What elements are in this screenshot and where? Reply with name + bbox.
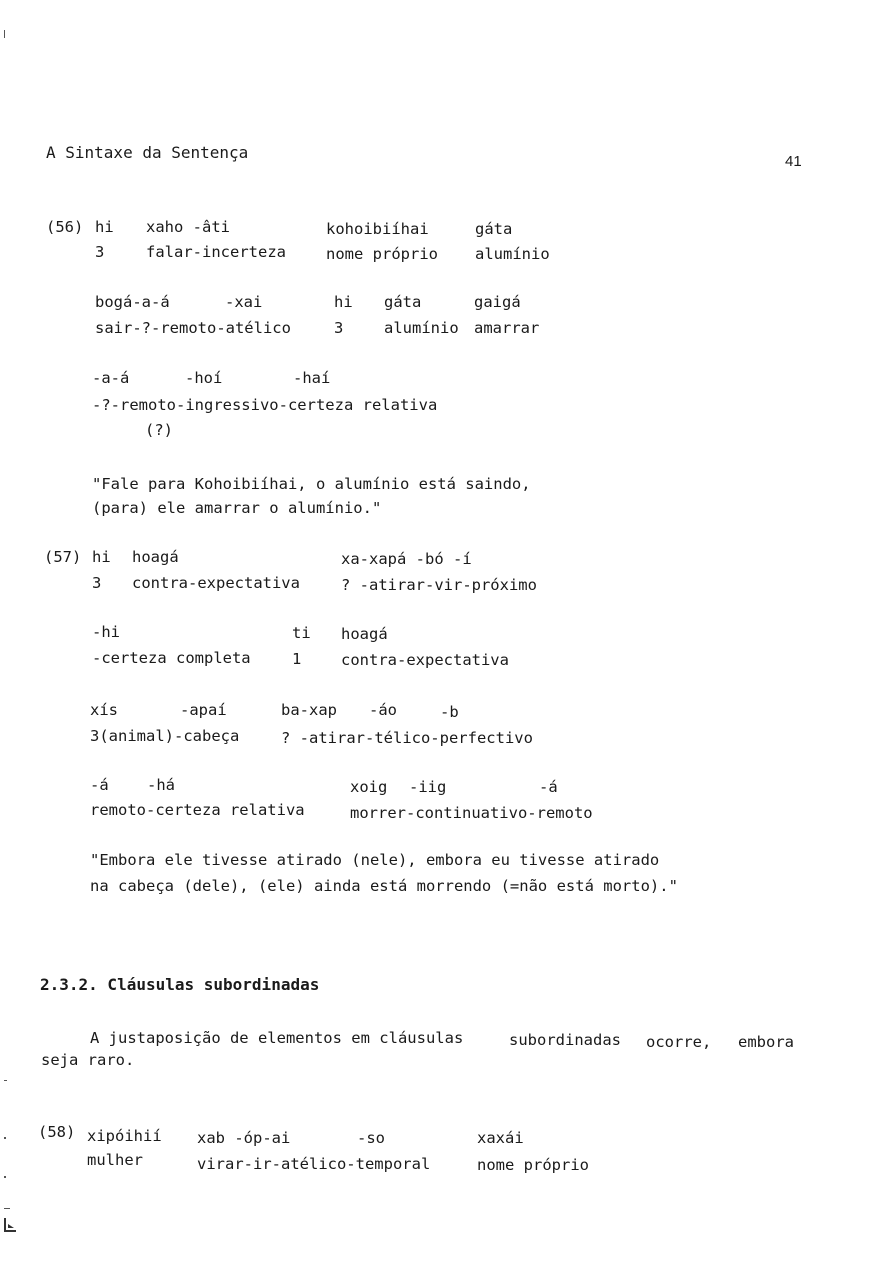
scan-artifact-icon	[2, 1216, 18, 1236]
gloss-morpheme: -hoí	[185, 369, 223, 387]
scan-mark	[4, 1208, 10, 1209]
gloss-morpheme: -hi	[92, 623, 120, 641]
gloss-morpheme: gaigá	[474, 293, 521, 311]
running-title: A Sintaxe da Sentença	[46, 143, 249, 162]
gloss-morpheme: -iig	[409, 778, 447, 796]
free-translation: (para) ele amarrar o alumínio."	[92, 499, 382, 517]
scan-mark	[4, 30, 5, 38]
example-number: (58)	[38, 1123, 76, 1141]
paragraph-text: embora	[738, 1033, 794, 1051]
gloss-morpheme: bogá-a-á	[95, 293, 170, 311]
gloss-morpheme: -á	[90, 776, 109, 794]
paragraph-text: A justaposição de elementos em cláusulas	[90, 1029, 464, 1047]
free-translation: na cabeça (dele), (ele) ainda está morrendo (=não está morto)."	[90, 877, 678, 895]
gloss-morpheme: ba-xap	[281, 701, 337, 719]
free-translation: "Embora ele tivesse atirado (nele), embora eu tivesse atirado	[90, 851, 660, 869]
gloss-morpheme: hoagá	[341, 625, 388, 643]
scan-mark	[4, 1176, 6, 1178]
gloss-morpheme: xaho -âti	[146, 218, 230, 236]
gloss-translation: morrer-continuativo-remoto	[350, 804, 593, 822]
paragraph-text: ocorre,	[646, 1033, 712, 1051]
gloss-morpheme: -á	[539, 778, 558, 796]
gloss-translation: nome próprio	[477, 1156, 589, 1174]
gloss-morpheme: xab -óp-ai	[197, 1129, 291, 1147]
gloss-translation: virar-ir-atélico-temporal	[197, 1155, 431, 1173]
gloss-morpheme: xoig	[350, 778, 388, 796]
gloss-translation: 3	[334, 319, 344, 337]
gloss-translation: amarrar	[474, 319, 540, 337]
gloss-translation: sair-?-remoto-atélico	[95, 319, 291, 337]
gloss-translation: 3	[95, 243, 105, 261]
gloss-morpheme: kohoibiíhai	[326, 220, 429, 238]
gloss-morpheme: -apaí	[180, 701, 227, 719]
gloss-morpheme: xís	[90, 701, 118, 719]
example-number: (56)	[46, 218, 84, 236]
gloss-morpheme: -há	[147, 776, 175, 794]
gloss-morpheme: hi	[95, 218, 114, 236]
gloss-translation: nome próprio	[326, 245, 438, 263]
gloss-translation: mulher	[87, 1151, 143, 1169]
gloss-translation: falar-incerteza	[146, 243, 286, 261]
gloss-translation: ? -atirar-vir-próximo	[341, 576, 537, 594]
gloss-morpheme: -xai	[225, 293, 263, 311]
paragraph-text: seja raro.	[41, 1051, 135, 1069]
gloss-translation: -certeza completa	[92, 649, 251, 667]
gloss-translation: alumínio	[384, 319, 459, 337]
gloss-translation: 3	[92, 574, 102, 592]
gloss-morpheme: -b	[440, 703, 459, 721]
scan-mark	[4, 1080, 7, 1081]
gloss-translation: 1	[292, 650, 302, 668]
gloss-translation: ? -atirar-télico-perfectivo	[281, 729, 533, 747]
page-number: 41	[785, 153, 802, 170]
gloss-morpheme: hoagá	[132, 548, 179, 566]
gloss-translation: alumínio	[475, 245, 550, 263]
gloss-translation: 3(animal)-cabeça	[90, 727, 240, 745]
gloss-morpheme: xaxái	[477, 1129, 524, 1147]
free-translation: "Fale para Kohoibiíhai, o alumínio está saindo,	[92, 475, 531, 493]
gloss-morpheme: -haí	[293, 369, 331, 387]
gloss-morpheme: gáta	[384, 293, 422, 311]
gloss-translation: -?-remoto-ingressivo-certeza relativa	[92, 396, 438, 414]
gloss-morpheme: ti	[292, 624, 311, 642]
example-number: (57)	[44, 548, 82, 566]
uncertain-mark: (?)	[145, 421, 173, 439]
section-heading: 2.3.2. Cláusulas subordinadas	[40, 975, 320, 994]
gloss-morpheme: -áo	[369, 701, 397, 719]
gloss-morpheme: xipóihií	[87, 1127, 162, 1145]
gloss-morpheme: gáta	[475, 220, 513, 238]
gloss-morpheme: hi	[334, 293, 353, 311]
scan-mark	[4, 1137, 6, 1139]
gloss-morpheme: xa-xapá -bó -í	[341, 550, 472, 568]
paragraph-text: subordinadas	[509, 1031, 621, 1049]
gloss-translation: remoto-certeza relativa	[90, 801, 305, 819]
gloss-morpheme: -a-á	[92, 369, 130, 387]
gloss-morpheme: hi	[92, 548, 111, 566]
gloss-morpheme: -so	[357, 1129, 385, 1147]
gloss-translation: contra-expectativa	[341, 651, 509, 669]
gloss-translation: contra-expectativa	[132, 574, 300, 592]
